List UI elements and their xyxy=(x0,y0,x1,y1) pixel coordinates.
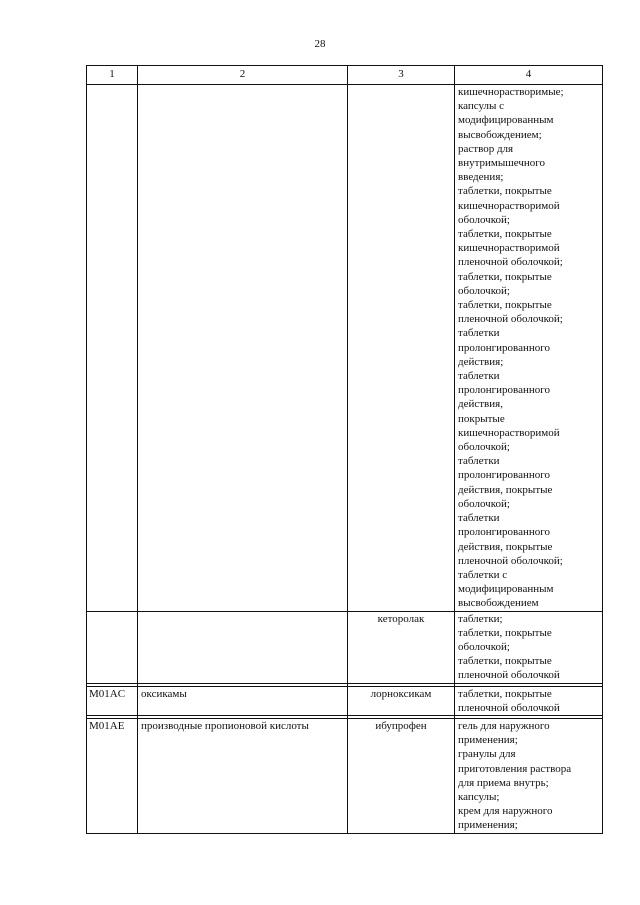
dosage-form-line: пролонгированного xyxy=(458,526,550,539)
dosage-form-line: модифицированным xyxy=(458,114,554,127)
dosage-form-line: капсулы с xyxy=(458,100,505,113)
dosage-form-line: капсулы; xyxy=(458,790,500,803)
group-name-cell xyxy=(138,611,348,683)
dosage-form-line: таблетки, покрытые xyxy=(458,185,552,198)
dosage-form-line: пленочной оболочкой; xyxy=(458,554,563,567)
dosage-form-line: раствор для xyxy=(458,142,514,155)
dosage-form-line: применения; xyxy=(458,734,518,747)
drug-name-cell: лорноксикам xyxy=(348,686,455,715)
dosage-form-line: действия, xyxy=(458,398,503,411)
dosage-form-line: гель для наружного xyxy=(458,719,550,732)
dosage-form-line: таблетки xyxy=(458,370,500,383)
dosage-form-line: высвобождением; xyxy=(458,128,542,141)
dosage-forms-cell xyxy=(455,85,603,612)
dosage-form-line: таблетки, покрытые xyxy=(458,299,552,312)
drug-name-cell: кеторолак xyxy=(348,611,455,683)
dosage-form-line: покрытые xyxy=(458,412,505,425)
dosage-form-line: таблетки, покрытые xyxy=(458,687,552,700)
dosage-form-line: таблетки, покрытые xyxy=(458,655,552,668)
dosage-form-line: пролонгированного xyxy=(458,384,550,397)
dosage-form-line: оболочкой; xyxy=(458,640,510,653)
dosage-form-line: высвобождением xyxy=(458,597,539,610)
page-number: 28 xyxy=(314,38,326,50)
dosage-form-line: кишечнорастворимые; xyxy=(458,86,564,98)
drug-name-cell: ибупрофен xyxy=(348,718,455,833)
drug-table xyxy=(86,65,603,834)
dosage-form-line: таблетки xyxy=(458,512,500,525)
dosage-form-line: применения; xyxy=(458,819,518,832)
dosage-form-line: таблетки xyxy=(458,327,500,340)
group-name-cell xyxy=(138,85,348,612)
dosage-form-line: действия, покрытые xyxy=(458,483,553,496)
table-row xyxy=(87,85,603,612)
dosage-form-line: оболочкой; xyxy=(458,497,510,510)
column-header-3: 3 xyxy=(348,66,455,85)
dosage-form-line: кишечнорастворимой xyxy=(458,199,560,212)
dosage-form-line: внутримышечного xyxy=(458,157,545,170)
dosage-form-line: крем для наружного xyxy=(458,805,553,818)
dosage-form-line: таблетки, покрытые xyxy=(458,626,552,639)
dosage-form-line: пролонгированного xyxy=(458,341,550,354)
drug-name-cell xyxy=(348,85,455,612)
dosage-form-line: пленочной оболочкой xyxy=(458,701,560,714)
group-name-cell: оксикамы xyxy=(138,686,348,715)
dosage-form-line: пролонгированного xyxy=(458,469,550,482)
dosage-forms-cell xyxy=(455,611,603,683)
dosage-form-line: пленочной оболочкой; xyxy=(458,313,563,326)
dosage-form-line: таблетки xyxy=(458,455,500,468)
table-row xyxy=(87,686,603,715)
dosage-form-line: для приема внутрь; xyxy=(458,776,549,789)
dosage-form-line: пленочной оболочкой; xyxy=(458,256,563,269)
dosage-form-line: кишечнорастворимой xyxy=(458,426,560,439)
dosage-form-line: гранулы для xyxy=(458,748,516,761)
table-body xyxy=(87,85,603,834)
column-header-2: 2 xyxy=(138,66,348,85)
dosage-forms-cell xyxy=(455,686,603,715)
dosage-form-line: модифицированным xyxy=(458,583,554,596)
dosage-forms-cell xyxy=(455,718,603,833)
column-header-4: 4 xyxy=(455,66,603,85)
dosage-form-line: пленочной оболочкой xyxy=(458,669,560,682)
atc-code-cell xyxy=(87,85,138,612)
column-header-1: 1 xyxy=(87,66,138,85)
dosage-form-line: приготовления раствора xyxy=(458,762,572,775)
dosage-form-line: кишечнорастворимой xyxy=(458,242,560,255)
dosage-form-line: оболочкой; xyxy=(458,284,510,297)
group-name-cell: производные пропионовой кислоты xyxy=(138,718,348,833)
dosage-form-line: действия; xyxy=(458,355,504,368)
dosage-form-line: действия, покрытые xyxy=(458,540,553,553)
table-row xyxy=(87,611,603,683)
atc-code-cell: M01AE xyxy=(87,718,138,833)
table-row xyxy=(87,718,603,833)
atc-code-cell xyxy=(87,611,138,683)
dosage-form-line: таблетки, покрытые xyxy=(458,228,552,241)
dosage-form-line: оболочкой; xyxy=(458,441,510,454)
dosage-form-line: таблетки; xyxy=(458,612,503,625)
dosage-form-line: таблетки с xyxy=(458,568,508,581)
dosage-form-line: таблетки, покрытые xyxy=(458,270,552,283)
table-header-row xyxy=(87,66,603,85)
dosage-form-line: введения; xyxy=(458,171,504,184)
dosage-form-line: оболочкой; xyxy=(458,213,510,226)
atc-code-cell: M01AC xyxy=(87,686,138,715)
